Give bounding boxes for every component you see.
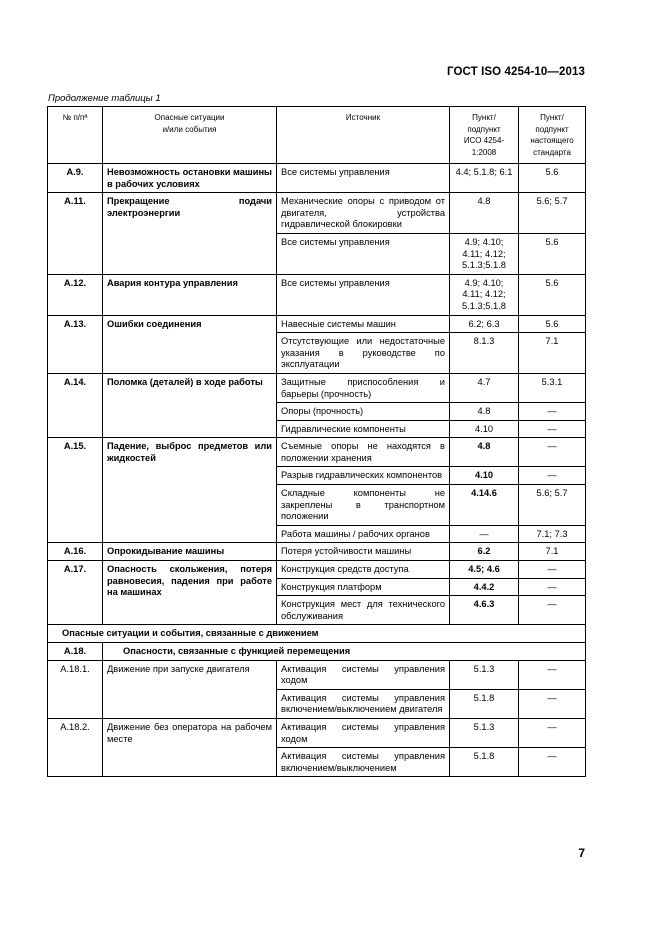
table-section-row [48, 625, 586, 643]
row-clause-std: 7.1 [519, 333, 586, 374]
header-clause-std-line4: стандарта [533, 147, 571, 157]
row-clause-std: 5.6 [519, 315, 586, 333]
row-clause-std: — [519, 596, 586, 625]
row-clause-iso: — [450, 525, 519, 543]
header-clause-std-line2: подпункт [535, 124, 569, 134]
row-source: Все системы управления [277, 274, 450, 315]
header-clause-iso-line2: подпункт [467, 124, 501, 134]
header-number: № п/пª [48, 107, 103, 164]
header-clause-iso-line3: ИСО 4254- [463, 136, 505, 145]
row-clause-iso: 4.8 [450, 438, 519, 467]
table-caption: Продолжение таблицы 1 [48, 93, 161, 104]
header-clause-std-line1: Пункт/ [540, 113, 564, 122]
table-row [48, 193, 586, 234]
row-clause-std: — [519, 578, 586, 596]
row-source: Работа машины / рабочих органов [277, 525, 450, 543]
row-clause-iso: 4.10 [450, 420, 519, 438]
row-clause-iso: 6.2; 6.3 [450, 315, 519, 333]
row-source: Защитные приспособления и барьеры (прочность) [277, 373, 450, 402]
row-source: Навесные системы машин [277, 315, 450, 333]
row-number: А.13. [48, 315, 103, 373]
page-number: 7 [578, 846, 585, 860]
row-clause-iso: 4.10 [450, 467, 519, 485]
header-clause-iso-line1: Пункт/ [472, 113, 496, 122]
header-clause-iso-line4: 1:2008 [471, 147, 497, 157]
row-source: Отсутствующие или недостаточные указания в руководстве по эксплуатации [277, 333, 450, 374]
table-row [48, 315, 586, 333]
header-clause-iso [450, 107, 519, 164]
row-source: Все системы управления [277, 233, 450, 274]
row-clause-iso: 4.8 [450, 193, 519, 234]
row-clause-std: 5.6; 5.7 [519, 485, 586, 526]
row-clause-iso: 5.1.3 [450, 660, 519, 689]
row-hazard: Движение без оператора на рабочем месте [103, 718, 277, 776]
row-source: Разрыв гидравлических компонентов [277, 467, 450, 485]
row-clause-iso: 5.1.8 [450, 689, 519, 718]
row-clause-std: — [519, 420, 586, 438]
row-clause-std: 7.1; 7.3 [519, 525, 586, 543]
table-row [48, 660, 586, 689]
row-clause-std: 5.6 [519, 164, 586, 193]
row-hazard: Опасности, связанные с функцией перемещения [103, 643, 586, 661]
document-code: ГОСТ ISO 4254-10—2013 [447, 66, 585, 78]
row-clause-iso: 4.8 [450, 403, 519, 421]
header-clause-std [519, 107, 586, 164]
header-clause-std-line3: настоящего [530, 136, 574, 145]
row-source: Активация системы управления ходом [277, 718, 450, 747]
row-clause-iso: 5.1.3 [450, 718, 519, 747]
row-hazard: Опрокидывание машины [103, 543, 277, 561]
row-clause-iso: 6.2 [450, 543, 519, 561]
table-row [48, 438, 586, 467]
row-number: А.15. [48, 438, 103, 543]
row-clause-std: — [519, 467, 586, 485]
row-clause-std: — [519, 660, 586, 689]
row-clause-iso: 4.5; 4.6 [450, 561, 519, 579]
row-hazard: Движение при запуске двигателя [103, 660, 277, 718]
row-number: А.16. [48, 543, 103, 561]
row-source: Конструкция платформ [277, 578, 450, 596]
row-number: А.9. [48, 164, 103, 193]
row-clause-std: 5.3.1 [519, 373, 586, 402]
header-source: Источник [277, 107, 450, 164]
row-clause-iso: 4.4; 5.1.8; 6.1 [450, 164, 519, 193]
row-clause-iso: 5.1.8 [450, 748, 519, 777]
row-clause-iso: 4.6.3 [450, 596, 519, 625]
row-hazard: Невозможность остановки машины в рабочих условиях [103, 164, 277, 193]
table-row [48, 373, 586, 402]
row-number: А.11. [48, 193, 103, 275]
row-clause-std: — [519, 748, 586, 777]
row-hazard: Падение, выброс предметов или жидкостей [103, 438, 277, 543]
row-clause-iso: 8.1.3 [450, 333, 519, 374]
row-source: Гидравлические компоненты [277, 420, 450, 438]
row-clause-std: — [519, 718, 586, 747]
row-clause-std: 5.6 [519, 233, 586, 274]
hazards-table [47, 106, 586, 777]
row-clause-std: 5.6 [519, 274, 586, 315]
row-source: Все системы управления [277, 164, 450, 193]
row-clause-std: — [519, 403, 586, 421]
row-number: А.18.1. [48, 660, 103, 718]
row-source: Активация системы управления включением/выключением [277, 748, 450, 777]
row-number: А.18.2. [48, 718, 103, 776]
row-clause-iso: 4.7 [450, 373, 519, 402]
row-source: Активация системы управления включением/выключением двигателя [277, 689, 450, 718]
header-hazard [103, 107, 277, 164]
row-hazard: Опасность скольжения, потеря равновесия, падения при работе на машинах [103, 561, 277, 625]
row-number: А.12. [48, 274, 103, 315]
table-row [48, 543, 586, 561]
row-number: А.14. [48, 373, 103, 437]
header-hazard-line1: Опасные ситуации [154, 113, 225, 122]
header-hazard-line2: и/или события [162, 124, 217, 134]
row-hazard: Поломка (деталей) в ходе работы [103, 373, 277, 437]
row-clause-iso: 4.4.2 [450, 578, 519, 596]
row-source: Конструкция средств доступа [277, 561, 450, 579]
row-source: Складные компоненты не закреплены в транспортном положении [277, 485, 450, 526]
row-clause-std: — [519, 438, 586, 467]
table-row [48, 561, 586, 579]
row-hazard: Ошибки соединения [103, 315, 277, 373]
row-source: Конструкция мест для технического обслуживания [277, 596, 450, 625]
table-row [48, 274, 586, 315]
section-heading: Опасные ситуации и события, связанные с движением [48, 625, 586, 643]
row-source: Опоры (прочность) [277, 403, 450, 421]
row-clause-std: — [519, 561, 586, 579]
row-source: Съемные опоры не находятся в положении хранения [277, 438, 450, 467]
table-row [48, 164, 586, 193]
row-clause-std: 7.1 [519, 543, 586, 561]
row-clause-iso: 4.9; 4.10; 4.11; 4.12; 5.1.3;5.1.8 [450, 274, 519, 315]
row-clause-std: — [519, 689, 586, 718]
table-row [48, 643, 586, 661]
row-clause-std: 5.6; 5.7 [519, 193, 586, 234]
table-row [48, 718, 586, 747]
row-clause-iso: 4.9; 4.10; 4.11; 4.12; 5.1.3;5.1.8 [450, 233, 519, 274]
row-clause-iso: 4.14.6 [450, 485, 519, 526]
row-source: Механические опоры с приводом от двигателя, устройства гидравлической блокировки [277, 193, 450, 234]
table-header-row [48, 107, 586, 164]
row-number: А.18. [48, 643, 103, 661]
row-hazard: Авария контура управления [103, 274, 277, 315]
row-number: А.17. [48, 561, 103, 625]
row-hazard: Прекращение подачи электроэнергии [103, 193, 277, 275]
row-source: Активация системы управления ходом [277, 660, 450, 689]
row-source: Потеря устойчивости машины [277, 543, 450, 561]
